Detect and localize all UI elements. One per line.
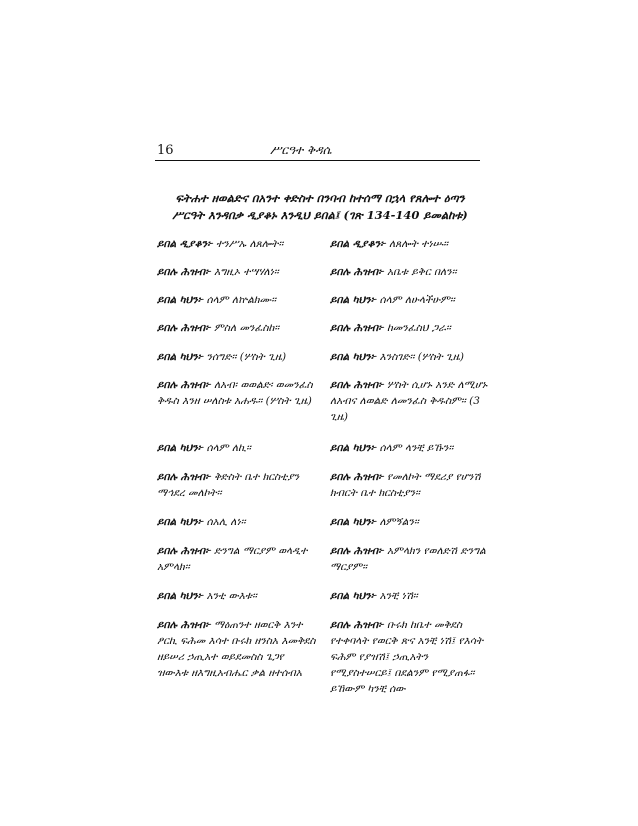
entry-text: ቅድስት ቤተ ክርስቲያን ማኅደረ መለኮት።	[157, 471, 300, 499]
speaker-label: ይበሉ ሕዝብ፦	[157, 471, 211, 483]
speaker-label: ይበሉ ሕዝብ፦	[157, 545, 211, 557]
speaker-label: ይበሉ ሕዝብ፦	[330, 322, 384, 334]
entry-text: ሰላም ለኪ።	[206, 442, 251, 454]
left-entry	[157, 514, 317, 530]
speaker-label: ይበሉ ሕዝብ፦	[330, 619, 384, 631]
left-entry	[157, 440, 317, 456]
entry-text: ተንሥኡ ለጸሎት።	[216, 238, 284, 250]
speaker-label: ይበል ካህን፦	[157, 294, 204, 306]
speaker-label: ይበሉ ሕዝብ፦	[330, 379, 384, 391]
right-entry	[330, 320, 490, 336]
speaker-label: ይበል ካህን፦	[330, 442, 377, 454]
entry-text: ድንግል ማርያም ወላዲተ አምላክ።	[157, 545, 308, 573]
running-title: ሥርዓተ ቅዳሴ	[270, 143, 332, 157]
entry-text: ለአብ፡ ወወልድ፡ ወመንፈስ ቅዱስ እንዘ ሠለስቱ አሐዱ። (ሦስት ጊዜ)	[157, 379, 313, 407]
heading-line-1: ፍትሐተ ዘወልድና በአንተ ቀድስተ በንባብ ከተሰማ በኋላ የጸሎተ ዕጣን	[175, 191, 465, 205]
speaker-label: ይበል ካህን፦	[157, 442, 204, 454]
speaker-label: ይበል ካህን፦	[330, 351, 377, 363]
entry-text: እግዚኦ ተሣሃለነ።	[213, 266, 279, 278]
speaker-label: ይበል ዲያቆን፦	[330, 238, 386, 250]
speaker-label: ይበሉ ሕዝብ፦	[157, 379, 211, 391]
speaker-label: ይበሉ ሕዝብ፦	[157, 322, 211, 334]
entry-text: ሰላም ለሁላችሁም።	[379, 294, 455, 306]
speaker-label: ይበል ካህን፦	[157, 590, 204, 602]
right-entry	[330, 349, 490, 365]
right-entry	[330, 514, 490, 530]
heading-line-2: ሥርዓት እንዳበቃ ዲያቆኑ እንዲህ ይበል፤ (ገጽ 134-140 ይመልከቱ)	[172, 208, 468, 222]
entry-text: አቤቱ ይቅር በለን።	[386, 266, 457, 278]
entry-text: ማዕጠንተ ዘወርቅ እንተ ፆርኪ ፍሕመ እሳተ ቡሩክ ዘንስአ እመቅደስ ዘይሠሪ ኃጢአተ ወይደመስስ ጌጋየ ዝውእቱ ዘእግዚአብሔር ቃል ዘተሰብአ	[157, 619, 316, 679]
speaker-label: ይበሉ ሕዝብ፦	[157, 266, 211, 278]
left-entry	[157, 349, 317, 365]
speaker-label: ይበሉ ሕዝብ፦	[157, 619, 211, 631]
entry-text: ሰላም ላንቺ ይኹን።	[379, 442, 454, 454]
entry-text: ቡሩክ ከቤተ መቅደስ የተቀባላት የወርቅ ጽና አንቺ ነሽ፤ የእሳት ፍሕም የያዝሽ፤ ኃጢአትን የሚያስተሠርይ፤ በደልንም የሚያጠፋ። ይኸውም ካንቺ ሰው	[330, 619, 484, 695]
right-entry	[330, 617, 490, 697]
left-entry	[157, 264, 317, 280]
left-entry	[157, 236, 317, 252]
left-entry	[157, 320, 317, 336]
speaker-label: ይበል ዲያቆን፦	[157, 238, 213, 250]
page-number: 16	[157, 143, 174, 158]
left-entry	[157, 588, 317, 604]
right-entry	[330, 292, 490, 308]
entry-text: ምስለ መንፈስከ።	[213, 322, 280, 334]
entry-text: አንቲ ውእቱ።	[206, 590, 257, 602]
speaker-label: ይበል ካህን፦	[330, 590, 377, 602]
entry-text: አንቺ ነሽ።	[379, 590, 418, 602]
speaker-label: ይበል ካህን፦	[157, 516, 204, 528]
right-entry	[330, 377, 490, 425]
right-entry	[330, 588, 490, 604]
section-heading	[155, 190, 485, 224]
right-entry	[330, 440, 490, 456]
speaker-label: ይበሉ ሕዝብ፦	[330, 266, 384, 278]
left-entry	[157, 377, 317, 409]
left-entry	[157, 469, 317, 501]
entry-text: አምላክን የወለድሽ ድንግል ማርያም።	[330, 545, 486, 573]
right-entry	[330, 543, 490, 575]
right-entry	[330, 264, 490, 280]
entry-text: ለምኝልን።	[379, 516, 419, 528]
entry-text: እንስገድ። (ሦስት ጊዜ)	[379, 351, 465, 363]
left-entry	[157, 543, 317, 575]
left-entry	[157, 292, 317, 308]
entry-text: ሦስት ሲሆኑ አንድ ለሚሆኑ ለአብና ለወልድ ለመንፈስ ቅዱስም። (3 ጊዜ)	[330, 379, 488, 423]
entry-text: ከመንፈስህ ጋራ።	[386, 322, 451, 334]
right-entry	[330, 469, 490, 501]
entry-text: የመለኮት ማደሪያ የሆንሽ ክብርት ቤተ ክርስቲያን።	[330, 471, 481, 499]
entry-text: ለጸሎት ተነሡ።	[389, 238, 448, 250]
entry-text: ሰላም ለኵልክሙ።	[206, 294, 277, 306]
right-entry	[330, 236, 490, 252]
speaker-label: ይበሉ ሕዝብ፦	[330, 545, 384, 557]
header-rule	[155, 160, 480, 161]
entry-text: ንሰግድ። (ሦስት ጊዜ)	[206, 351, 287, 363]
speaker-label: ይበል ካህን፦	[330, 516, 377, 528]
speaker-label: ይበሉ ሕዝብ፦	[330, 471, 384, 483]
left-entry	[157, 617, 317, 681]
speaker-label: ይበል ካህን፦	[157, 351, 204, 363]
speaker-label: ይበል ካህን፦	[330, 294, 377, 306]
entry-text: ሰአሊ ለነ።	[206, 516, 246, 528]
